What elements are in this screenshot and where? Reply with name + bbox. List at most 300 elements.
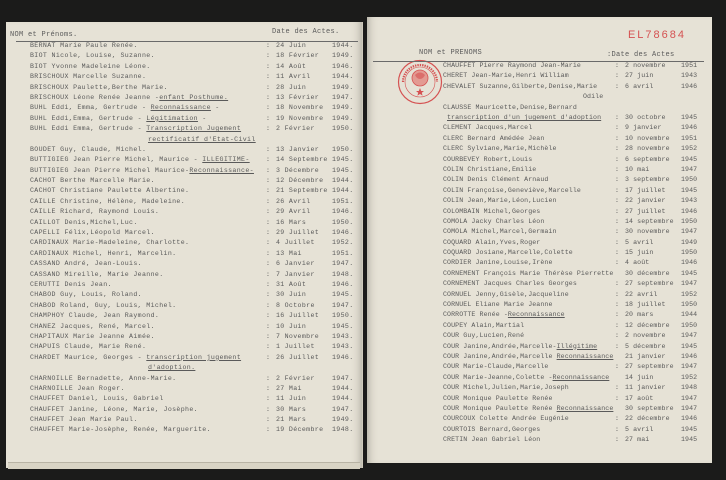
person-name: COQUARD Josiane,Marcelle,Colette (443, 249, 573, 257)
person-name: COUR Guy,Lucien,René (443, 332, 525, 340)
person-name: CHAUFFET Daniel, Louis, Gabriel (30, 395, 164, 403)
entry-date: 27 septembre (625, 363, 674, 371)
register-entry (443, 373, 709, 383)
person-name: CAPELLI Félix,Léopold Marcel. (30, 229, 155, 237)
register-entry (30, 103, 360, 113)
colon-separator: : (266, 384, 271, 392)
colon-separator: : (615, 363, 620, 371)
entry-year: 1952 (681, 373, 698, 381)
register-entry (30, 249, 360, 259)
entry-year: 1948. (332, 426, 354, 434)
register-entry (443, 404, 709, 414)
entry-year: 1949 (681, 238, 698, 246)
entry-name (30, 186, 189, 196)
entry-name (30, 166, 254, 176)
entry-name (443, 394, 553, 404)
register-entry (30, 51, 360, 61)
date-column-header: :Date des Actes (607, 51, 675, 59)
register-entry (30, 218, 360, 228)
colon-separator: : (615, 124, 620, 132)
entry-year: 1947 (681, 280, 698, 288)
person-name: BIOT Yvonne Madeleine Léone. (30, 62, 151, 70)
entry-date: 22 décembre (625, 415, 670, 423)
register-entry (443, 300, 709, 310)
colon-separator: : (266, 291, 271, 299)
register-entry (30, 280, 360, 290)
entry-name (30, 145, 146, 155)
entry-date: 28 Juin (276, 83, 307, 91)
person-name: BOUDET Guy, Claude, Michel. (30, 145, 147, 153)
register-entry (443, 258, 709, 268)
person-name: CORNUEL Jenny,Gisèle,Jacqueline (443, 290, 569, 298)
entry-name (30, 83, 168, 93)
register-entry (443, 103, 709, 124)
entry-annotation-continuation: d'adoption. (148, 364, 196, 372)
entry-year: 1946. (332, 62, 354, 70)
entry-year: 1950. (332, 218, 354, 226)
colon-separator: : (266, 374, 271, 382)
entry-year: 1944. (332, 177, 354, 185)
person-name: BUHL Eddi, Emma, Gertrude - (30, 104, 151, 112)
register-entry (443, 175, 709, 185)
colon-separator: : (266, 332, 271, 340)
entry-name (30, 51, 155, 61)
entry-name (30, 322, 155, 332)
register-entry (30, 207, 360, 217)
person-name: BRISCHOUX Marcelle Suzanne. (30, 73, 147, 81)
entry-name (443, 290, 569, 300)
person-name: CARDINAUX Marie-Madeleine, Charlotte. (30, 239, 190, 247)
register-entry (30, 238, 360, 248)
register-entry (443, 321, 709, 331)
register-entry (30, 114, 360, 124)
entry-date: 21 janvier (625, 352, 666, 360)
entry-name (443, 373, 609, 383)
colon-separator: : (615, 238, 620, 246)
colon-separator: : (266, 229, 271, 237)
entry-date: 27 Mai (276, 384, 302, 392)
colon-separator: : (615, 197, 620, 205)
person-name: CLAUSSE Mauricette,Denise,Bernard (443, 103, 577, 111)
person-name: COUPEY Alain,Martial (443, 321, 525, 329)
entry-name (443, 123, 532, 133)
entry-year: 1949. (332, 83, 354, 91)
entry-year: 1944. (332, 384, 354, 392)
entry-year: 1951 (681, 134, 698, 142)
entry-name (443, 321, 524, 331)
entry-name (30, 62, 151, 72)
colon-separator: : (615, 145, 620, 153)
colon-separator: : (615, 113, 620, 121)
colon-separator: : (266, 301, 271, 309)
person-name: CAILLOT Denis,Michel,Luc. (30, 218, 138, 226)
entry-annotation: Reconnaissance (556, 352, 614, 360)
colon-separator: : (266, 83, 271, 91)
entry-name (30, 425, 211, 435)
entry-year: 1950. (332, 125, 354, 133)
entry-year: 1944. (332, 395, 354, 403)
register-entry (30, 259, 360, 269)
entry-date: 14 Août (276, 62, 307, 70)
entry-year: 1949. (332, 52, 354, 60)
entry-date: 17 juillet (625, 186, 666, 194)
person-name: COLIN Denis Clément Arnaud (443, 176, 549, 184)
register-entry (30, 124, 360, 145)
person-name: CORDIER Janine,Louise,Irène (443, 259, 553, 267)
colon-separator: : (615, 311, 620, 319)
entry-annotation: Transcription Jugement (146, 125, 242, 133)
register-entry (443, 217, 709, 227)
entry-date: 29 Juillet (276, 229, 320, 237)
entry-date: 26 Juillet (276, 353, 320, 361)
entry-name (30, 228, 155, 238)
person-name: CARDINAUX Michel, Henri, Marcelin. (30, 249, 177, 257)
person-name: COUR Michel,Julien,Marie,Joseph (443, 384, 569, 392)
register-entry (30, 176, 360, 186)
entry-date: 7 Novembre (276, 332, 320, 340)
register-entry (30, 415, 360, 425)
entry-name (30, 394, 164, 404)
entry-name (443, 196, 557, 206)
register-entry (30, 228, 360, 238)
colon-separator: : (266, 312, 271, 320)
register-entry (30, 290, 360, 300)
entry-year: 1946 (681, 259, 698, 267)
entry-year: 1947 (681, 404, 698, 412)
person-name: CLERC Bernard Amédée Jean (443, 134, 545, 142)
person-name: COQUARD Alain,Yves,Roger (443, 238, 541, 246)
colon-separator: : (615, 301, 620, 309)
entry-name (443, 207, 540, 217)
date-column-header: Date des Actes. (272, 28, 340, 36)
colon-separator: : (266, 270, 271, 278)
entry-year: 1945 (681, 155, 698, 163)
entry-date: 10 novembre (625, 134, 670, 142)
register-entry (30, 342, 360, 352)
entry-annotation: Légitimation (146, 114, 198, 122)
entry-date: 2 Février (276, 374, 315, 382)
person-name: CHABOD Guy, Louis, Roland. (30, 291, 142, 299)
register-entry (30, 353, 360, 374)
person-name: CHARNOILLE Bernadette, Anne-Marie. (30, 374, 177, 382)
entry-name (443, 134, 544, 144)
entry-date: 13 Mai (276, 249, 302, 257)
colon-separator: : (615, 72, 620, 80)
person-name: CACHOT Berthe Marcelle Marie. (30, 177, 155, 185)
colon-separator: : (266, 42, 271, 49)
register-entry (443, 61, 709, 71)
colon-separator: : (615, 394, 620, 402)
entry-name (30, 238, 189, 248)
entry-name (443, 103, 577, 113)
colon-separator: : (266, 73, 271, 81)
colon-separator: : (266, 114, 271, 122)
register-entry (443, 165, 709, 175)
register-entry (443, 342, 709, 352)
colon-separator: : (615, 425, 620, 433)
register-entry (443, 71, 709, 81)
entry-year: 1946 (681, 415, 698, 423)
register-entry (443, 144, 709, 154)
entry-date: 30 Mars (276, 405, 307, 413)
register-entry (30, 197, 360, 207)
person-name: COUR Marie-Jeanne,Colette - (443, 373, 553, 381)
entry-date: 27 septembre (625, 280, 674, 288)
register-entry (30, 384, 360, 394)
name-column-header: NOM et Prénoms. (10, 31, 78, 39)
colon-separator: : (615, 436, 620, 444)
entry-date: 6 septembre (625, 155, 670, 163)
entry-date: 4 Juillet (276, 239, 315, 247)
entry-name (443, 71, 569, 81)
colon-separator: : (266, 166, 271, 174)
entry-name (30, 353, 241, 363)
register-entry (30, 322, 360, 332)
entry-date: 30 décembre (625, 269, 670, 277)
register-entry (30, 186, 360, 196)
entry-year: 1943 (681, 197, 698, 205)
right-register-page (367, 17, 712, 463)
entry-name (443, 269, 613, 279)
person-name: CORNUEL Eliane Marie Jeanne (443, 301, 553, 309)
person-name: COLOMBAIN Michel,Georges (443, 207, 541, 215)
entry-date: 30 octobre (625, 113, 666, 121)
register-entry (30, 166, 360, 176)
entry-name (443, 425, 540, 435)
person-name: CORNEMENT François Marie Thérèse Pierrette (443, 269, 614, 277)
entry-name (30, 259, 142, 269)
entry-year: 1947 (681, 363, 698, 371)
person-name: COUR Janine,Andrée,Marcelle- (443, 342, 557, 350)
colon-separator: : (615, 217, 620, 225)
colon-separator: : (266, 322, 271, 330)
entry-name (443, 217, 544, 227)
colon-separator: : (266, 125, 271, 133)
register-entry (443, 331, 709, 341)
person-name: CACHOT Christiane Paulette Albertine. (30, 187, 190, 195)
entry-annotation: enfant Posthume. (159, 93, 229, 101)
register-entry (443, 155, 709, 165)
colon-separator: : (266, 416, 271, 424)
entry-annotation: Reconnaissance (507, 311, 565, 319)
colon-separator: : (266, 104, 271, 112)
colon-separator: : (266, 395, 271, 403)
entry-date: 22 janvier (625, 197, 666, 205)
entry-name (443, 300, 553, 310)
colon-separator: : (266, 249, 271, 257)
entry-year: 1950 (681, 301, 698, 309)
entry-date: 15 juin (625, 249, 654, 257)
name-column-header: NOM et PRENOMS (419, 49, 483, 57)
person-name: COURTOIS Bernard,Georges (443, 425, 541, 433)
entry-name (443, 258, 553, 268)
person-name: CAILLE Christine, Hélène, Madeleine. (30, 197, 186, 205)
colon-separator: : (266, 260, 271, 268)
entry-year: 1952 (681, 145, 698, 153)
entry-name (30, 290, 142, 300)
entry-annotation: ILLEGITIME- (202, 156, 250, 164)
entry-date: 10 Juin (276, 322, 307, 330)
entry-date: 16 Juillet (276, 312, 320, 320)
colon-separator: : (615, 207, 620, 215)
entry-name (443, 435, 540, 445)
entry-year: 1944 (681, 311, 698, 319)
entry-date: 16 Mars (276, 218, 307, 226)
entry-name (443, 165, 536, 175)
person-name: CORNEMENT Jacques Charles Georges (443, 280, 577, 288)
entry-annotation: Reconnaissance (556, 404, 614, 412)
entry-name (443, 186, 581, 196)
person-name: CHAUFFET Janine, Léone, Marie, Josèphe. (30, 405, 198, 413)
register-entry (30, 301, 360, 311)
entry-year: 1947. (332, 405, 354, 413)
register-entry (30, 41, 360, 51)
entry-year: 1945 (681, 425, 698, 433)
entry-date: 19 Décembre (276, 426, 324, 434)
entry-name (30, 332, 155, 342)
entry-year: 1943. (332, 332, 354, 340)
entry-name (443, 238, 540, 248)
colon-separator: : (266, 177, 271, 185)
entry-date: 5 avril (625, 238, 654, 246)
entry-date: 21 Septembre (276, 187, 328, 195)
register-entry (443, 123, 709, 133)
page-edge (8, 462, 360, 469)
colon-separator: : (266, 93, 271, 101)
entry-year: 1945. (332, 156, 354, 164)
colon-separator: : (266, 62, 271, 70)
register-entry (30, 332, 360, 342)
person-name: COMOLA Michel,Marcel,Germain (443, 228, 557, 236)
entry-year: 1947. (332, 301, 354, 309)
colon-separator: : (615, 186, 620, 194)
person-name: COLIN Françoise,Geneviève,Marcelle (443, 186, 581, 194)
person-name: BUHL Eddi Emma, Gertrude - (30, 125, 147, 133)
entry-date: 19 Novembre (276, 114, 324, 122)
person-name: CRETIN Jean Gabriel Léon (443, 436, 541, 444)
register-entry (443, 352, 709, 362)
entry-name (443, 144, 557, 154)
person-name: BRISCHOUX Léone Renée Jeanne - (30, 93, 160, 101)
left-entries-list (30, 41, 360, 436)
colon-separator: : (615, 249, 620, 257)
entry-year: 1945. (332, 166, 354, 174)
entry-name (443, 414, 569, 424)
entry-name (443, 61, 581, 71)
entry-date: 18 Novembre (276, 104, 324, 112)
entry-date: 30 novembre (625, 228, 670, 236)
entry-year: 1946 (681, 352, 698, 360)
entry-date: 27 mai (625, 436, 650, 444)
colon-separator: : (266, 353, 271, 361)
register-entry (443, 134, 709, 144)
entry-year: 1947 (681, 165, 698, 173)
entry-year: 1946. (332, 353, 354, 361)
colon-separator: : (615, 290, 620, 298)
entry-annotation: Illégitime (556, 342, 598, 350)
register-entry (30, 270, 360, 280)
entry-year: 1950 (681, 176, 698, 184)
entry-name (443, 310, 565, 320)
person-name: COURCOUX Colette Andrée Eugénie (443, 415, 569, 423)
entry-date: 21 Mars (276, 416, 307, 424)
entry-annotation: Reconnaissance (150, 104, 211, 112)
entry-year: 1950 (681, 321, 698, 329)
entry-year: 1945 (681, 436, 698, 444)
register-entry (30, 405, 360, 415)
entry-year: 1947 (681, 332, 698, 340)
colon-separator: : (266, 239, 271, 247)
entry-year: 1946 (681, 207, 698, 215)
colon-separator: : (615, 342, 620, 350)
entry-year: 1944. (332, 42, 354, 49)
entry-date: 10 mai (625, 165, 650, 173)
register-entry (443, 248, 709, 258)
entry-name (30, 41, 138, 51)
entry-year: 1950. (332, 145, 354, 153)
entry-name (443, 383, 569, 393)
entry-year: 1952. (332, 239, 354, 247)
entry-date: 6 Janvier (276, 260, 315, 268)
person-name: CERUTTI Denis Jean. (30, 281, 112, 288)
archive-seal-stamp (397, 59, 443, 105)
colon-separator: : (266, 187, 271, 195)
entry-year: 1945 (681, 186, 698, 194)
person-name: CHABOD Roland, Guy, Louis, Michel. (30, 301, 177, 309)
register-entry (30, 394, 360, 404)
entry-name (443, 342, 597, 352)
colon-separator: : (266, 218, 271, 226)
register-entry (30, 145, 360, 155)
entry-year: 1943 (681, 72, 698, 80)
entry-date: 2 novembre (625, 62, 666, 69)
colon-separator: : (266, 156, 271, 164)
entry-year: 1947. (332, 93, 354, 101)
entry-name (30, 249, 176, 259)
entry-name (30, 405, 198, 415)
entry-name (30, 374, 176, 384)
entry-name (30, 218, 138, 228)
right-entries-list (443, 61, 709, 445)
person-name: BRISCHOUX Paulette,Berthe Marie. (30, 83, 168, 91)
person-name: CHARDET Maurice, Georges - (30, 353, 147, 361)
person-name: COUR Monique Paulette Renée (443, 394, 553, 402)
person-name: CASSAND Mireille, Marie Jeanne. (30, 270, 164, 278)
person-name: CASSAND André, Jean-Louis. (30, 260, 142, 268)
colon-separator: : (615, 280, 620, 288)
register-entry (30, 93, 360, 103)
entry-date: 1 Juillet (276, 343, 315, 351)
entry-date: 28 novembre (625, 145, 670, 153)
entry-name (30, 207, 159, 217)
entry-name (443, 82, 597, 92)
register-entry (443, 82, 709, 103)
register-entry (443, 383, 709, 393)
entry-year: 1950. (332, 312, 354, 320)
colon-separator: : (615, 332, 620, 340)
register-entry (30, 425, 360, 435)
colon-separator: : (266, 281, 271, 288)
person-name: CHARNOILLE Jean Roger. (30, 384, 125, 392)
person-name: BUTTIGIEG Jean Pierre Michel, Maurice - (30, 156, 203, 164)
person-name: CHERET Jean-Marie,Henri William (443, 72, 569, 80)
person-name: COLIN Jean,Marie,Léon,Lucien (443, 197, 557, 205)
person-name: CHEVALET Suzanne,Gilberte,Denise,Marie (443, 82, 598, 90)
person-name: CHAUFFET Pierre Raymond Jean-Marie (443, 62, 581, 69)
entry-date: 11 Avril (276, 73, 311, 81)
entry-year: 1946. (332, 281, 354, 288)
entry-name (30, 176, 155, 186)
